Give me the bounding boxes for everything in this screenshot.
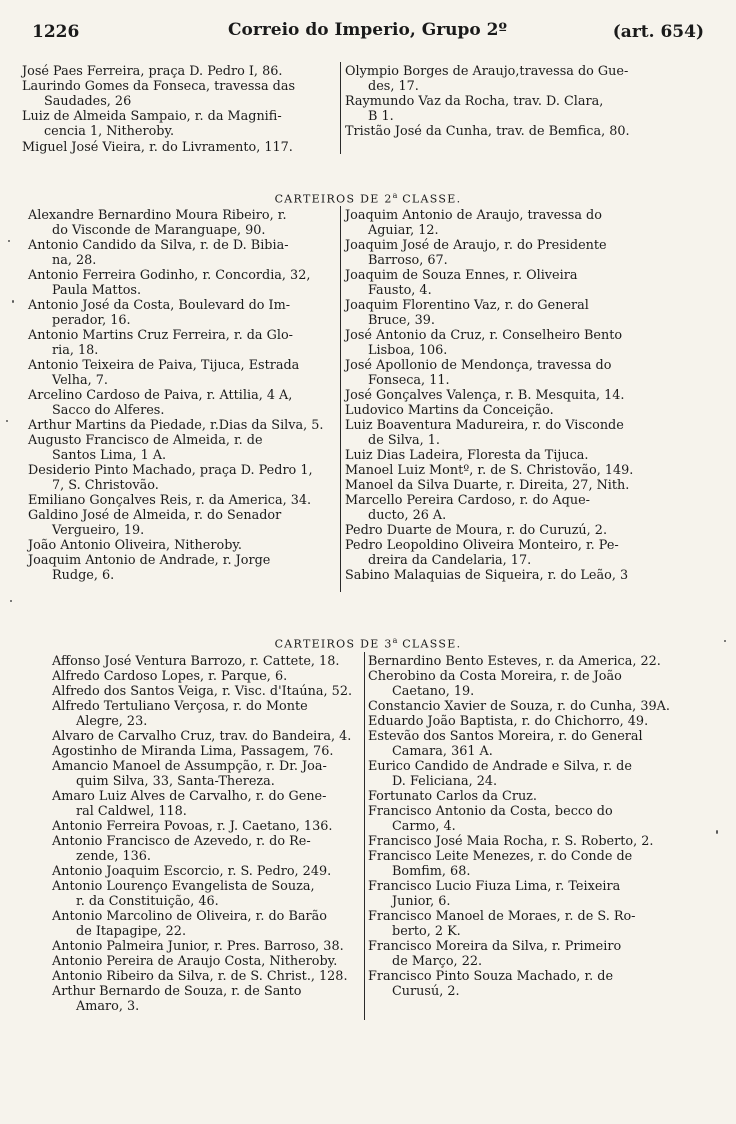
- list-item: Alvaro de Carvalho Cruz, trav. do Bandeira, 4.: [52, 729, 352, 744]
- list-item: 7, S. Christovão.: [52, 478, 159, 493]
- list-item: Antonio Marcolino de Oliveira, r. do Barão: [52, 909, 327, 924]
- list-item: Francisco José Maia Rocha, r. S. Roberto, 2.: [368, 834, 654, 849]
- column-divider: [340, 62, 341, 154]
- list-item: Manoel Luiz Montº, r. de S. Christovão, 149.: [345, 463, 634, 478]
- list-item: Agostinho de Miranda Lima, Passagem, 76.: [52, 744, 334, 759]
- list-item: Olympio Borges de Araujo,travessa do Gue-: [345, 64, 629, 79]
- list-item: Bomfim, 68.: [392, 864, 471, 879]
- list-item: perador, 16.: [52, 313, 131, 328]
- list-item: de Silva, 1.: [368, 433, 440, 448]
- list-item: Francisco Moreira da Silva, r. Primeiro: [368, 939, 622, 954]
- page-header: [28, 18, 708, 46]
- list-item: Alfredo Cardoso Lopes, r. Parque, 6.: [52, 669, 288, 684]
- list-item: Pedro Leopoldino Oliveira Monteiro, r. Pe-: [345, 538, 619, 553]
- list-item: Antonio Pereira de Araujo Costa, Nitheroby.: [52, 954, 338, 969]
- list-item: Camara, 361 A.: [392, 744, 493, 759]
- list-item: Antonio Ferreira Godinho, r. Concordia, 32,: [28, 268, 311, 283]
- list-item: José Paes Ferreira, praça D. Pedro I, 86.: [22, 64, 283, 79]
- column-divider: [364, 652, 365, 1020]
- list-item: B 1.: [368, 109, 394, 124]
- list-item: Francisco Manoel de Moraes, r. de S. Ro-: [368, 909, 636, 924]
- list-item: Curusú, 2.: [392, 984, 460, 999]
- list-item: José Apollonio de Mendonça, travessa do: [345, 358, 612, 373]
- section-title-3rd-class: CARTEIROS DE 3$^a$ CLASSE.: [274, 636, 462, 651]
- list-item: Joaquim Antonio de Araujo, travessa do: [345, 208, 602, 223]
- list-item: Paula Mattos.: [52, 283, 142, 298]
- list-item: do Visconde de Maranguape, 90.: [52, 223, 266, 238]
- list-item: Joaquim José de Araujo, r. do Presidente: [345, 238, 607, 253]
- list-item: des, 17.: [368, 79, 419, 94]
- list-item: Bernardino Bento Esteves, r. da America, 22.: [368, 654, 661, 669]
- list-item: Antonio Teixeira de Paiva, Tijuca, Estrada: [28, 358, 300, 373]
- list-item: Arcelino Cardoso de Paiva, r. Attilia, 4 A,: [28, 388, 293, 403]
- list-item: r. da Constituição, 46.: [76, 894, 219, 909]
- list-item: Antonio Martins Cruz Ferreira, r. da Glo-: [28, 328, 293, 343]
- list-item: D. Feliciana, 24.: [392, 774, 498, 789]
- list-item: Alfredo Tertuliano Verçosa, r. do Monte: [52, 699, 308, 714]
- section-title-2nd-class: CARTEIROS DE 2$^a$ CLASSE.: [274, 191, 462, 206]
- list-item: na, 28.: [52, 253, 97, 268]
- list-item: ducto, 26 A.: [368, 508, 447, 523]
- list-item: Antonio Lourenço Evangelista de Souza,: [52, 879, 315, 894]
- list-item: Antonio Palmeira Junior, r. Pres. Barroso, 38.: [52, 939, 344, 954]
- list-item: Sacco do Alferes.: [52, 403, 165, 418]
- list-item: Galdino José de Almeida, r. do Senador: [28, 508, 282, 523]
- list-item: Fausto, 4.: [368, 283, 432, 298]
- list-item: Luiz Boaventura Madureira, r. do Visconde: [345, 418, 624, 433]
- list-item: Carmo, 4.: [392, 819, 456, 834]
- list-item: Arthur Bernardo de Souza, r. de Santo: [52, 984, 302, 999]
- list-item: Bruce, 39.: [368, 313, 435, 328]
- list-item: José Antonio da Cruz, r. Conselheiro Bento: [345, 328, 623, 343]
- list-item: Rudge, 6.: [52, 568, 115, 583]
- list-item: Vergueiro, 19.: [52, 523, 145, 538]
- list-item: Desiderio Pinto Machado, praça D. Pedro 1,: [28, 463, 313, 478]
- list-item: Lisboa, 106.: [368, 343, 448, 358]
- list-item: Antonio Francisco de Azevedo, r. do Re-: [52, 834, 311, 849]
- list-item: Alegre, 23.: [76, 714, 148, 729]
- list-item: Antonio Ribeiro da Silva, r. de S. Christ., 128.: [52, 969, 348, 984]
- list-item: José Gonçalves Valença, r. B. Mesquita, 14.: [345, 388, 625, 403]
- page-title: Correio do Imperio, Grupo 2º: [228, 20, 507, 40]
- paper-speck: [10, 600, 12, 602]
- list-item: Tristão José da Cunha, trav. de Bemfica, 80.: [345, 124, 630, 139]
- paper-speck: [724, 640, 726, 642]
- list-item: Caetano, 19.: [392, 684, 475, 699]
- list-item: Constancio Xavier de Souza, r. do Cunha, 39A.: [368, 699, 670, 714]
- list-item: Saudades, 26: [44, 94, 132, 109]
- list-item: Antonio Ferreira Povoas, r. J. Caetano, 136.: [52, 819, 333, 834]
- list-item: berto, 2 K.: [392, 924, 461, 939]
- list-item: Ludovico Martins da Conceição.: [345, 403, 554, 418]
- list-item: Eurico Candido de Andrade e Silva, r. de: [368, 759, 632, 774]
- list-item: Francisco Antonio da Costa, becco do: [368, 804, 613, 819]
- list-item: dreira da Candelaria, 17.: [368, 553, 532, 568]
- list-item: Eduardo João Baptista, r. do Chichorro, 49.: [368, 714, 649, 729]
- page-number: 1226: [32, 22, 80, 42]
- article-reference: (art. 654): [612, 22, 704, 42]
- list-item: Estevão dos Santos Moreira, r. do General: [368, 729, 643, 744]
- paper-speck: [6, 420, 8, 422]
- list-item: Junior, 6.: [392, 894, 451, 909]
- list-item: Joaquim de Souza Ennes, r. Oliveira: [345, 268, 578, 283]
- list-item: Marcello Pereira Cardoso, r. do Aque-: [345, 493, 590, 508]
- list-item: de Março, 22.: [392, 954, 483, 969]
- list-item: Alexandre Bernardino Moura Ribeiro, r.: [28, 208, 287, 223]
- list-item: quim Silva, 33, Santa-Thereza.: [76, 774, 275, 789]
- list-item: ria, 18.: [52, 343, 99, 358]
- list-item: Alfredo dos Santos Veiga, r. Visc. d'Itaúna, 52.: [52, 684, 353, 699]
- list-item: Cherobino da Costa Moreira, r. de João: [368, 669, 622, 684]
- list-item: Velha, 7.: [52, 373, 108, 388]
- list-item: Luiz de Almeida Sampaio, r. da Magnifi-: [22, 109, 282, 124]
- list-item: Joaquim Antonio de Andrade, r. Jorge: [28, 553, 271, 568]
- list-item: Aguiar, 12.: [368, 223, 439, 238]
- list-item: Joaquim Florentino Vaz, r. do General: [345, 298, 589, 313]
- list-item: Antonio José da Costa, Boulevard do Im-: [28, 298, 291, 313]
- list-item: Augusto Francisco de Almeida, r. de: [28, 433, 263, 448]
- list-item: Raymundo Vaz da Rocha, trav. D. Clara,: [345, 94, 604, 109]
- list-item: Manoel da Silva Duarte, r. Direita, 27, Nith.: [345, 478, 630, 493]
- list-item: Francisco Lucio Fiuza Lima, r. Teixeira: [368, 879, 621, 894]
- list-item: Francisco Leite Menezes, r. do Conde de: [368, 849, 633, 864]
- list-item: João Antonio Oliveira, Nitheroby.: [28, 538, 242, 553]
- list-item: Emiliano Gonçalves Reis, r. da America, 34.: [28, 493, 312, 508]
- list-item: Affonso José Ventura Barrozo, r. Cattete, 18.: [52, 654, 340, 669]
- list-item: Francisco Pinto Souza Machado, r. de: [368, 969, 614, 984]
- list-item: cencia 1, Nitheroby.: [44, 124, 175, 139]
- list-item: Pedro Duarte de Moura, r. do Curuzú, 2.: [345, 523, 608, 538]
- list-item: ral Caldwel, 118.: [76, 804, 187, 819]
- paper-speck: [8, 240, 10, 242]
- list-item: zende, 136.: [76, 849, 151, 864]
- list-item: Sabino Malaquias de Siqueira, r. do Leão, 3: [345, 568, 629, 583]
- column-divider: [340, 206, 341, 592]
- list-item: Amaro Luiz Alves de Carvalho, r. do Gene-: [52, 789, 327, 804]
- list-item: Miguel José Vieira, r. do Livramento, 117.: [22, 140, 293, 155]
- list-item: Fonseca, 11.: [368, 373, 450, 388]
- list-item: Luiz Dias Ladeira, Floresta da Tijuca.: [345, 448, 589, 463]
- list-item: Amancio Manoel de Assumpção, r. Dr. Joa-: [52, 759, 327, 774]
- paper-speck: [716, 830, 718, 834]
- list-item: de Itapagipe, 22.: [76, 924, 187, 939]
- list-item: Amaro, 3.: [76, 999, 140, 1014]
- list-item: Santos Lima, 1 A.: [52, 448, 167, 463]
- list-item: Antonio Candido da Silva, r. de D. Bibia-: [28, 238, 289, 253]
- list-item: Antonio Joaquim Escorcio, r. S. Pedro, 249.: [52, 864, 332, 879]
- list-item: Fortunato Carlos da Cruz.: [368, 789, 537, 804]
- paper-speck: [12, 300, 14, 303]
- list-item: Barroso, 67.: [368, 253, 448, 268]
- list-item: Arthur Martins da Piedade, r.Dias da Silva, 5.: [28, 418, 324, 433]
- list-item: Laurindo Gomes da Fonseca, travessa das: [22, 79, 296, 94]
